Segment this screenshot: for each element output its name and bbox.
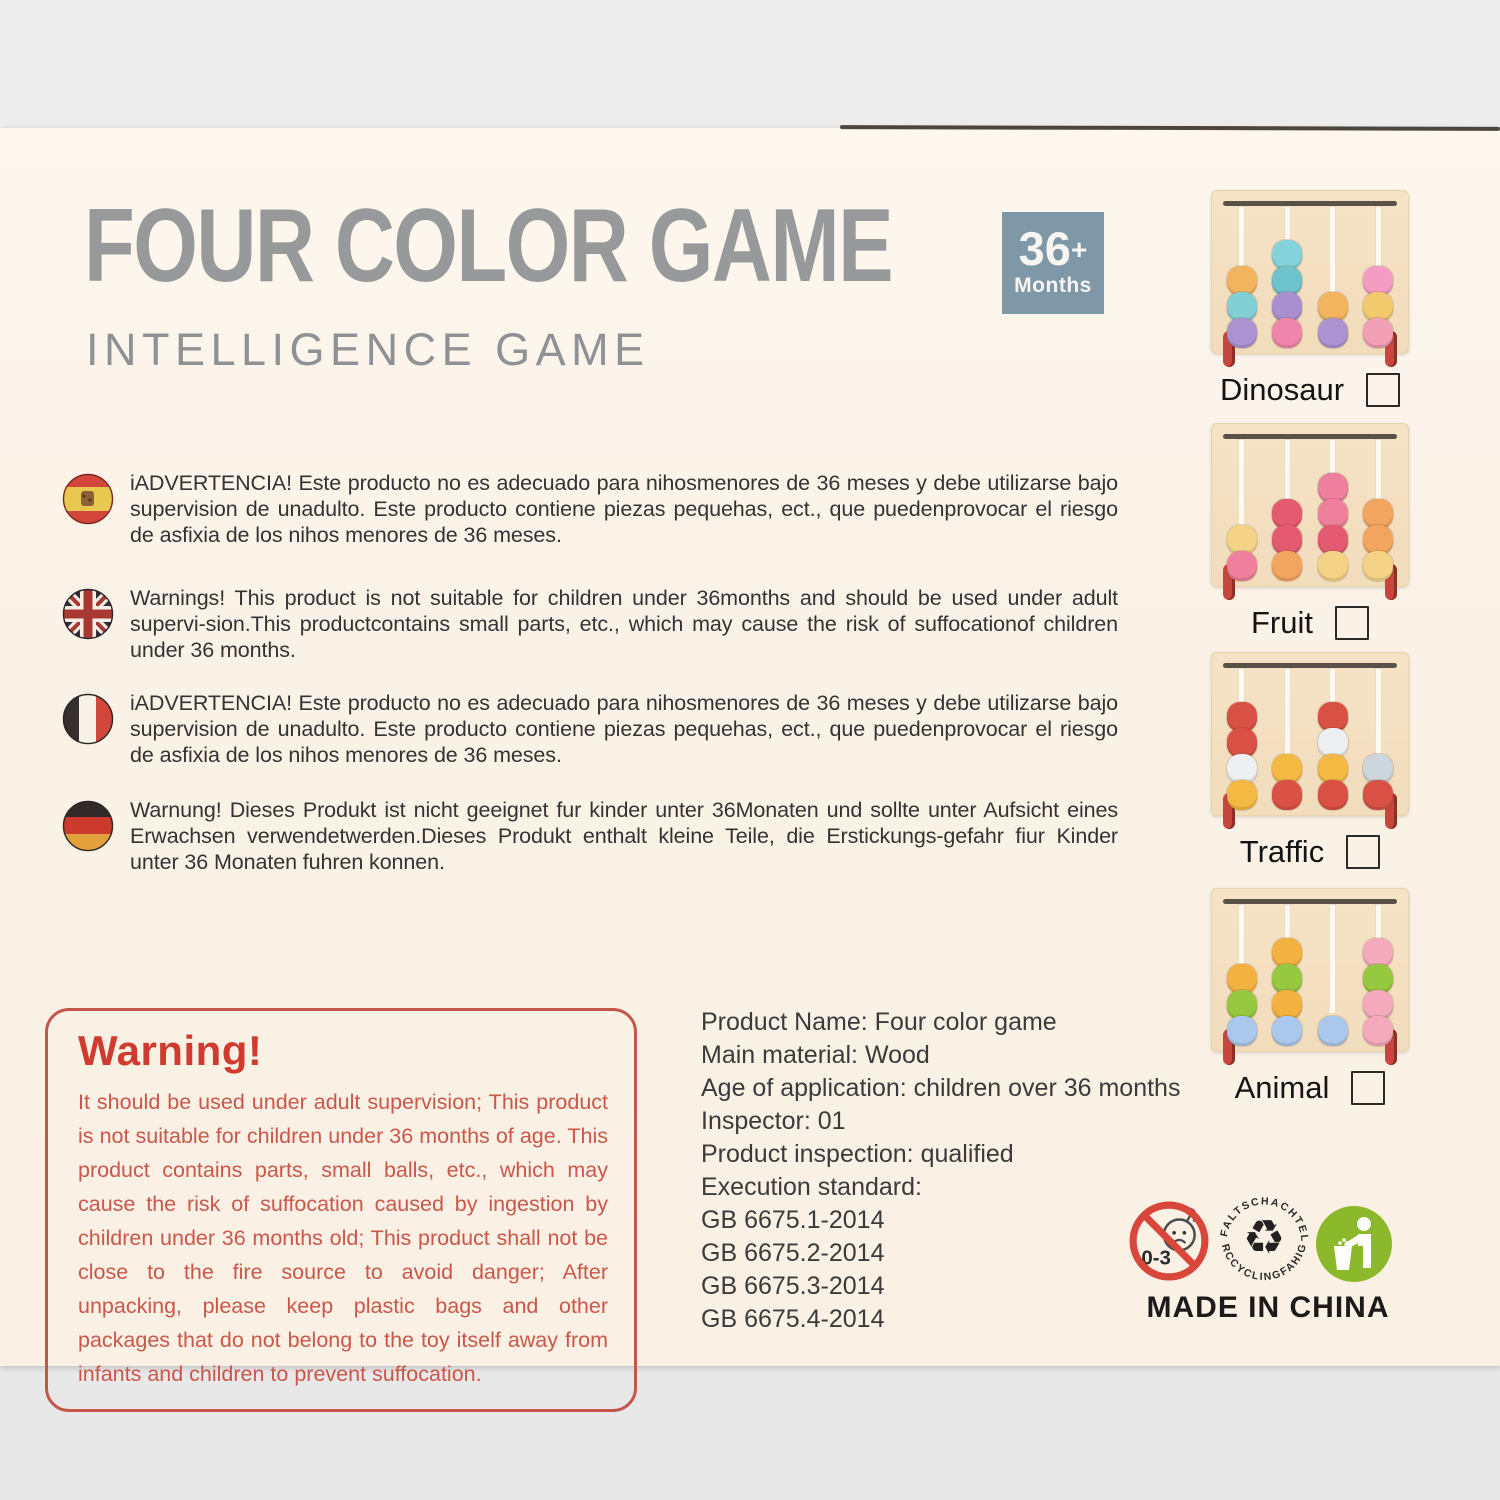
- warning-german: [62, 797, 1118, 875]
- board-column: [1360, 204, 1396, 346]
- warning-text: Warnings! This product is not suitable for children under 36months and should be used under adult supervi-sion.This productcontains small parts, etc., which may cause the risk of suffocationof children under 36 months.: [130, 586, 1118, 662]
- variant-checkbox: [1346, 835, 1380, 869]
- no-children-0-3-icon: [1128, 1200, 1210, 1282]
- recycle-bottom-text: RCCYCLINGFAHIG: [1218, 1241, 1310, 1284]
- board-column: [1224, 902, 1260, 1044]
- board-column: [1269, 437, 1305, 579]
- recyclable-carton-icon: [1214, 1190, 1314, 1290]
- toy-piece: [1272, 551, 1302, 581]
- board-column: [1224, 437, 1260, 579]
- variant-checkbox: [1351, 1071, 1385, 1105]
- warning-text: iADVERTENCIA! Este producto no es adecuado para nihosmenores de 36 meses y debe utilizarse bajo supervision de unadulto. Este producto contiene piezas pequehas, ect., que puedenprovocar el riesgo de asfixia de los nihos menores de 36 meses.: [130, 471, 1118, 547]
- animal-board-image: [1211, 888, 1409, 1052]
- variant-checkbox: [1335, 606, 1369, 640]
- board-column: [1315, 437, 1351, 579]
- warning-box-body: It should be used under adult supervision; This product is not suitable for children under 36 months of age. This product contains parts, small balls, etc., which may cause the risk of suffocation caused by ingestion by children under 36 months old; This product shall not be close to the fire source to avoid danger; After unpacking, please keep plastic bags and other packages that do not belong to the toy itself away from infants and children to prevent suffocation.: [78, 1090, 608, 1386]
- board-column: [1269, 666, 1305, 808]
- variant-animal: [1190, 888, 1430, 1106]
- toy-piece: [1272, 780, 1302, 810]
- detail-age: Age of application: children over 36 months: [701, 1074, 1181, 1102]
- toy-piece: [1227, 780, 1257, 810]
- age-badge: [1002, 212, 1104, 314]
- toy-piece: [1363, 318, 1393, 348]
- toy-piece: [1272, 318, 1302, 348]
- product-title: FOUR COLOR GAME: [84, 188, 892, 304]
- recycle-top-text: FALTSCHACHTEL: [1219, 1196, 1310, 1244]
- detail-gb2: GB 6675.2-2014: [701, 1239, 885, 1267]
- recycle-symbol: ♻: [1242, 1210, 1286, 1266]
- box-edge-shadow: [840, 125, 1500, 131]
- warning-box: [45, 1008, 637, 1412]
- detail-product-name: Product Name: Four color game: [701, 1008, 1057, 1036]
- detail-gb3: GB 6675.3-2014: [701, 1272, 885, 1300]
- dinosaur-board-image: [1211, 190, 1409, 354]
- detail-standard: Execution standard:: [701, 1173, 922, 1201]
- warning-box-title: Warning!: [78, 1027, 263, 1074]
- product-subtitle: INTELLIGENCE GAME: [86, 324, 650, 375]
- toy-piece: [1227, 1016, 1257, 1046]
- toy-piece: [1363, 551, 1393, 581]
- toy-piece: [1318, 1016, 1348, 1046]
- board-column: [1224, 204, 1260, 346]
- warning-english: [62, 585, 1118, 663]
- spain-flag-icon: [62, 473, 114, 525]
- toy-piece: [1363, 1016, 1393, 1046]
- toy-piece: [1227, 318, 1257, 348]
- variant-label: Traffic: [1239, 834, 1325, 869]
- variant-label: Dinosaur: [1219, 372, 1345, 407]
- germany-flag-icon: [62, 800, 114, 852]
- board-column: [1315, 204, 1351, 346]
- variant-label: Fruit: [1251, 605, 1313, 640]
- toy-piece: [1318, 780, 1348, 810]
- detail-gb4: GB 6675.4-2014: [701, 1305, 885, 1333]
- made-in-china-label: MADE IN CHINA: [1146, 1291, 1390, 1324]
- toy-piece: [1363, 780, 1393, 810]
- warning-text: iADVERTENCIA! Este producto no es adecuado para nihosmenores de 36 meses y debe utilizarse bajo supervision de unadulto. Este producto contiene piezas pequehas, ect., que puedenprovocar el riesgo de asfixia de los nihos menores de 36 meses.: [130, 691, 1118, 767]
- board-column: [1269, 902, 1305, 1044]
- board-column: [1315, 666, 1351, 808]
- tidy-man-icon: [1314, 1204, 1394, 1284]
- traffic-board-image: [1211, 652, 1409, 816]
- detail-gb1: GB 6675.1-2014: [701, 1206, 885, 1234]
- box-back-panel: [0, 128, 1500, 1386]
- toy-piece: [1318, 318, 1348, 348]
- detail-material: Main material: Wood: [701, 1041, 930, 1069]
- age-badge-number: 36+: [1018, 222, 1088, 275]
- variant-fruit: [1190, 423, 1430, 641]
- warning-french: [62, 690, 1118, 768]
- fruit-board-image: [1211, 423, 1409, 587]
- detail-inspection: Product inspection: qualified: [701, 1140, 1014, 1168]
- warning-text: Warnung! Dieses Produkt ist nicht geeignet fur kinder unter 36Monaten und sollte unter Aufsicht eines Erwachsen verwendetwerden.Dieses Produkt enthalt kleine Teile, die Erstickungs-gefahr fiur Kinder unter 36 Monaten fuhren konnen.: [130, 798, 1118, 874]
- variant-label: Animal: [1234, 1070, 1330, 1105]
- svg-text:0-3: 0-3: [1141, 1246, 1171, 1270]
- toy-piece: [1227, 551, 1257, 581]
- board-column: [1360, 666, 1396, 808]
- uk-flag-icon: [62, 588, 114, 640]
- variant-dinosaur: [1190, 190, 1430, 408]
- warning-spanish: [62, 470, 1118, 548]
- variant-traffic: [1190, 652, 1430, 870]
- board-column: [1360, 902, 1396, 1044]
- france-flag-icon: [62, 693, 114, 745]
- title-block: [84, 188, 1094, 376]
- age-badge-label: Months: [1014, 274, 1092, 297]
- detail-inspector: Inspector: 01: [701, 1107, 846, 1135]
- toy-piece: [1272, 1016, 1302, 1046]
- board-column: [1360, 437, 1396, 579]
- variant-checkbox: [1366, 373, 1400, 407]
- board-column: [1269, 204, 1305, 346]
- board-column: [1315, 902, 1351, 1044]
- toy-piece: [1318, 551, 1348, 581]
- board-column: [1224, 666, 1260, 808]
